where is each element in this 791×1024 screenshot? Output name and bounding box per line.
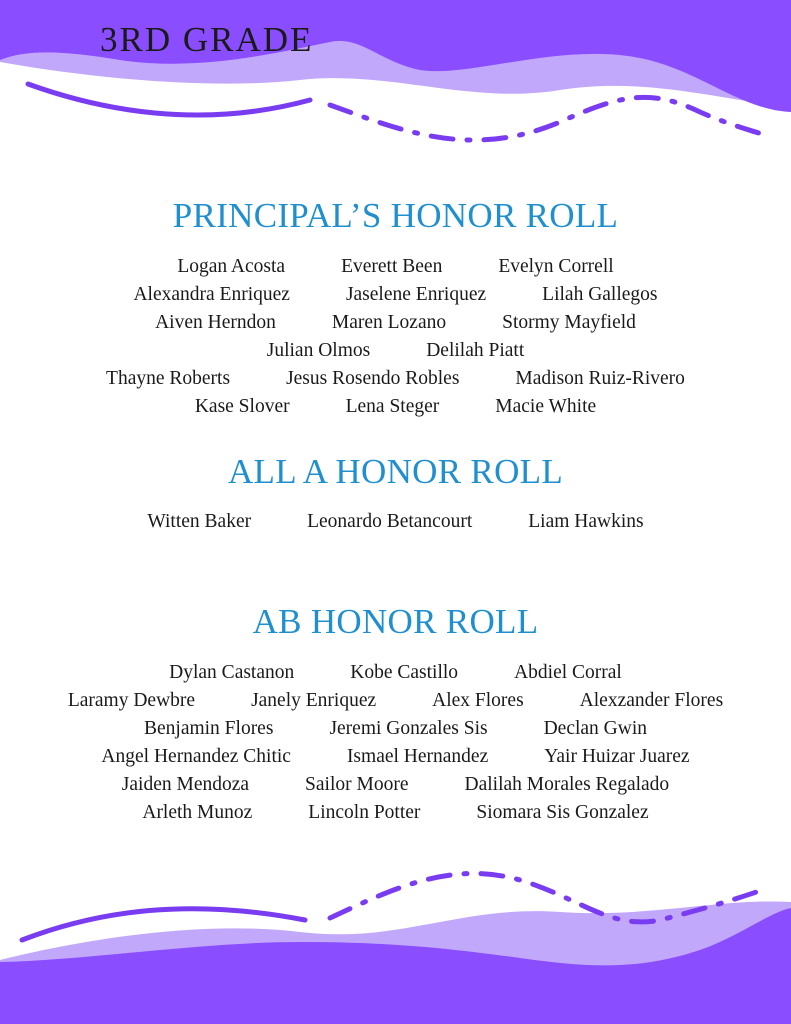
name-row	[0, 746, 791, 768]
bottom-wave-decoration	[0, 850, 791, 1024]
student-name: Madison Ruiz-Rivero	[515, 368, 685, 389]
student-name: Alexandra Enriquez	[133, 284, 290, 305]
student-name: Alexzander Flores	[579, 690, 724, 711]
student-name: Evelyn Correll	[498, 256, 614, 277]
student-name: Jeremi Gonzales Sis	[329, 718, 488, 739]
student-name: Julian Olmos	[266, 340, 371, 361]
student-name: Delilah Piatt	[426, 340, 525, 361]
student-name: Kobe Castillo	[350, 662, 459, 683]
student-name: Lena Steger	[345, 396, 440, 417]
student-name: Thayne Roberts	[106, 368, 231, 389]
student-name: Logan Acosta	[177, 256, 286, 277]
name-row	[0, 511, 791, 533]
student-name: Sailor Moore	[305, 774, 409, 795]
student-name: Stormy Mayfield	[502, 312, 636, 333]
name-row	[0, 312, 791, 334]
name-row	[0, 396, 791, 418]
student-name: Benjamin Flores	[143, 718, 274, 739]
name-row	[0, 368, 791, 390]
student-name: Dalilah Morales Regalado	[464, 774, 670, 795]
top-curve-line	[28, 84, 310, 115]
student-name: Everett Been	[341, 256, 443, 277]
name-row	[0, 340, 791, 362]
name-row	[0, 718, 791, 740]
grade-title: 3RD GRADE	[100, 20, 314, 59]
student-name: Dylan Castanon	[169, 662, 295, 683]
student-name: Ismael Hernandez	[346, 746, 489, 767]
student-name: Jaiden Mendoza	[121, 774, 250, 795]
name-row	[0, 690, 791, 712]
name-row	[0, 662, 791, 684]
student-name: Arleth Munoz	[142, 802, 253, 823]
ab-honor-roll-heading: AB HONOR ROLL	[252, 602, 539, 641]
student-name: Kase Slover	[194, 396, 290, 417]
student-name: Maren Lozano	[331, 312, 447, 333]
student-name: Angel Hernandez Chitic	[101, 746, 291, 767]
student-name: Liam Hawkins	[528, 511, 644, 532]
student-name: Laramy Dewbre	[67, 690, 196, 711]
top-dashed-line	[330, 97, 768, 140]
principals-honor-roll-heading: PRINCIPAL’S HONOR ROLL	[172, 196, 619, 235]
student-name: Aiven Herndon	[155, 312, 276, 333]
student-name: Jesus Rosendo Robles	[286, 368, 460, 389]
student-name: Siomara Sis Gonzalez	[476, 802, 649, 823]
student-name: Declan Gwin	[543, 718, 648, 739]
student-name: Macie White	[495, 396, 597, 417]
student-name: Leonardo Betancourt	[307, 511, 473, 532]
name-row	[0, 802, 791, 824]
all-a-honor-roll-heading: ALL A HONOR ROLL	[227, 452, 564, 491]
student-name: Abdiel Corral	[514, 662, 622, 683]
name-row	[0, 284, 791, 306]
student-name: Lincoln Potter	[308, 802, 421, 823]
student-name: Alex Flores	[432, 690, 524, 711]
student-name: Witten Baker	[147, 511, 252, 532]
student-name: Lilah Gallegos	[542, 284, 658, 305]
name-row	[0, 256, 791, 278]
student-name: Janely Enriquez	[251, 690, 377, 711]
student-name: Yair Huizar Juarez	[544, 746, 690, 767]
name-row	[0, 774, 791, 796]
student-name: Jaselene Enriquez	[345, 284, 487, 305]
